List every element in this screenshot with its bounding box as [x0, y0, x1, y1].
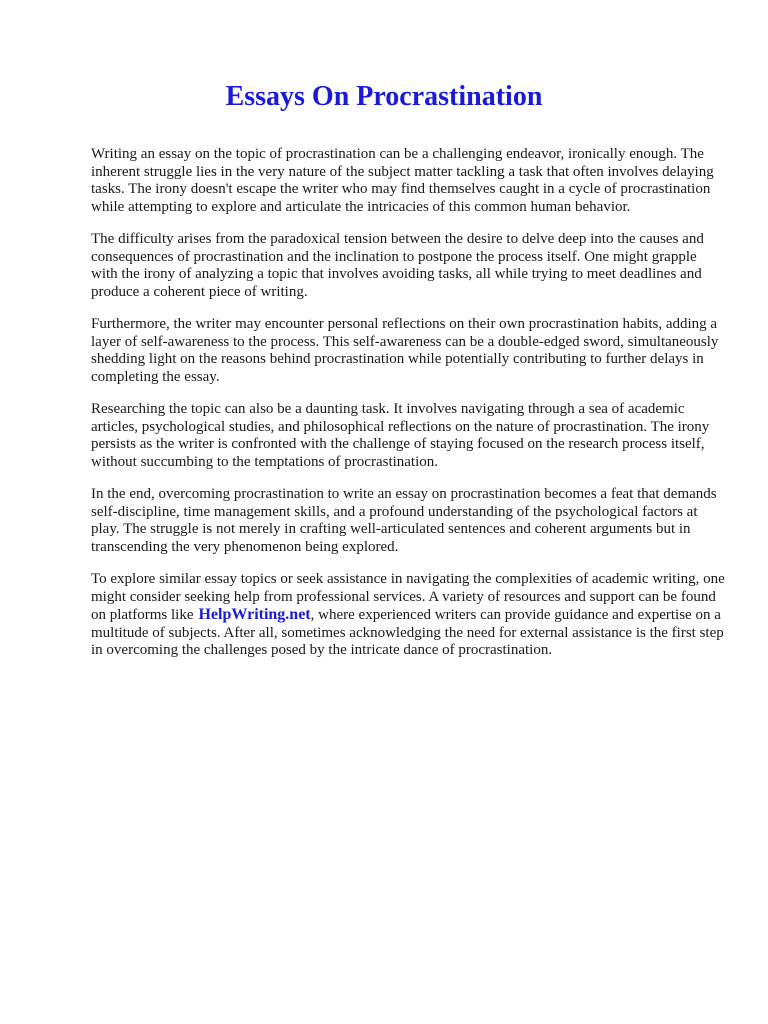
paragraph-6-text-before-link: To explore similar essay topics or seek assistance in navigating the complexities of academic writing, one might consider seeking help from professional services. A variety of resources and support can be found on platforms like: [91, 571, 725, 623]
paragraph-6: [91, 571, 727, 660]
paragraph-1: Writing an essay on the topic of procrastination can be a challenging endeavor, ironically enough. The inherent struggle lies in the very nature of the subject matter tackling a task that often involves delaying tasks. The irony doesn't escape the writer who may find themselves caught in a cycle of procrastination while attempting to explore and articulate the intricacies of this common human behavior.: [91, 146, 714, 215]
helpwriting-link[interactable]: HelpWriting.net: [198, 606, 311, 623]
paragraph-4: Researching the topic can also be a daunting task. It involves navigating through a sea of academic articles, psychological studies, and philosophical reflections on the nature of procrastination. The irony persists as the writer is confronted with the challenge of staying focused on the research process itself, without succumbing to the temptations of procrastination.: [91, 401, 710, 470]
document-title: Essays On Procrastination: [225, 81, 543, 112]
paragraph-2: The difficulty arises from the paradoxical tension between the desire to delve deep into the causes and consequences of procrastination and the inclination to postpone the process itself. One might grapple with the irony of analyzing a topic that involves avoiding tasks, all while trying to meet deadlines and produce a coherent piece of writing.: [91, 231, 704, 300]
paragraph-3: Furthermore, the writer may encounter personal reflections on their own procrastination habits, adding a layer of self-awareness to the process. This self-awareness can be a double-edged sword, simultaneously shedding light on the reasons behind procrastination while potentially contributing to further delays in completing the essay.: [91, 316, 719, 385]
paragraph-5: In the end, overcoming procrastination to write an essay on procrastination becomes a feat that demands self-discipline, time management skills, and a profound understanding of the psychological factors at play. The struggle is not merely in crafting well-articulated sentences and coherent arguments but in transcending the very phenomenon being explored.: [91, 486, 717, 555]
document-body: [91, 146, 727, 675]
paragraph-6-text-after-link: , where experienced writers can provide guidance and expertise on a multitude of subjects. After all, sometimes acknowledging the need for external assistance is the first step in overcoming the challenges posed by the intricate dance of procrastination.: [91, 607, 724, 658]
